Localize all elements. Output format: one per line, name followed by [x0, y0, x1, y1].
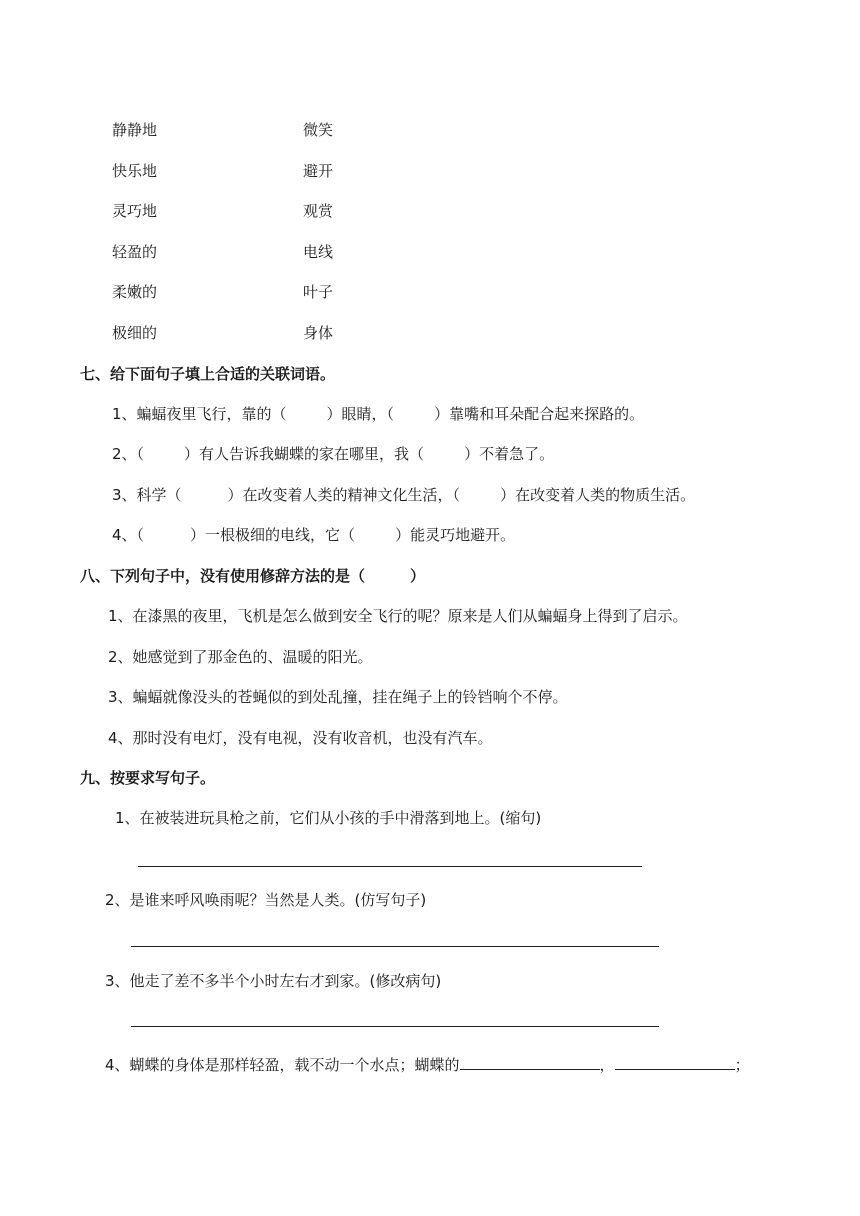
section9-item-3: 3、他走了差不多半个小时左右才到家。(修改病句) [105, 972, 442, 990]
section7-title: 七、给下面句子填上合适的关联词语。 [80, 365, 336, 383]
answer-blank[interactable] [615, 1053, 735, 1070]
match-right-2: 避开 [303, 162, 334, 180]
section8-option-3[interactable]: 3、蝙蝠就像没头的苍蝇似的到处乱撞，挂在绳子上的铃铛响个不停。 [108, 688, 568, 706]
section9-item-2: 2、是谁来呼风唤雨呢？当然是人类。(仿写句子) [105, 891, 427, 909]
match-right-3: 观赏 [303, 202, 334, 220]
section9-item-1: 1、在被装进玩具枪之前，它们从小孩的手中滑落到地上。(缩句) [115, 809, 542, 827]
match-left-3: 灵巧地 [112, 202, 158, 220]
section9-item-4: 4、蝴蝶的身体是那样轻盈，载不动一个水点；蝴蝶的 ， ； [105, 1053, 750, 1075]
section7-item-3: 3、科学（ ）在改变着人类的精神文化生活，（ ）在改变着人类的物质生活。 [112, 486, 696, 504]
match-left-1: 静静地 [112, 121, 158, 139]
match-right-6: 身体 [303, 324, 334, 342]
section7-item-4: 4、（ ）一根极细的电线，它（ ）能灵巧地避开。 [112, 526, 516, 544]
match-left-5: 柔嫩的 [112, 283, 158, 301]
match-right-1: 微笑 [303, 121, 334, 139]
answer-blank[interactable] [460, 1053, 600, 1070]
section8-option-4[interactable]: 4、那时没有电灯，没有电视，没有收音机，也没有汽车。 [108, 729, 493, 747]
match-right-5: 叶子 [303, 283, 334, 301]
match-left-4: 轻盈的 [112, 243, 158, 261]
section9-title: 九、按要求写句子。 [80, 769, 216, 787]
section8-title: 八、下列句子中，没有使用修辞方法的是（ ） [80, 567, 426, 585]
section8-option-1[interactable]: 1、在漆黑的夜里，飞机是怎么做到安全飞行的呢？原来是人们从蝙蝠身上得到了启示。 [108, 607, 688, 625]
match-right-4: 电线 [303, 243, 334, 261]
answer-line-3[interactable] [131, 1026, 659, 1027]
answer-line-1[interactable] [138, 866, 642, 867]
section7-item-1: 1、蝙蝠夜里飞行，靠的（ ）眼睛，（ ）靠嘴和耳朵配合起来探路的。 [112, 405, 645, 423]
section8-option-2[interactable]: 2、她感觉到了那金色的、温暖的阳光。 [108, 648, 373, 666]
section7-item-2: 2、（ ）有人告诉我蝴蝶的家在哪里，我（ ）不着急了。 [112, 445, 555, 463]
match-left-2: 快乐地 [112, 162, 158, 180]
answer-line-2[interactable] [131, 946, 659, 947]
match-left-6: 极细的 [112, 324, 158, 342]
